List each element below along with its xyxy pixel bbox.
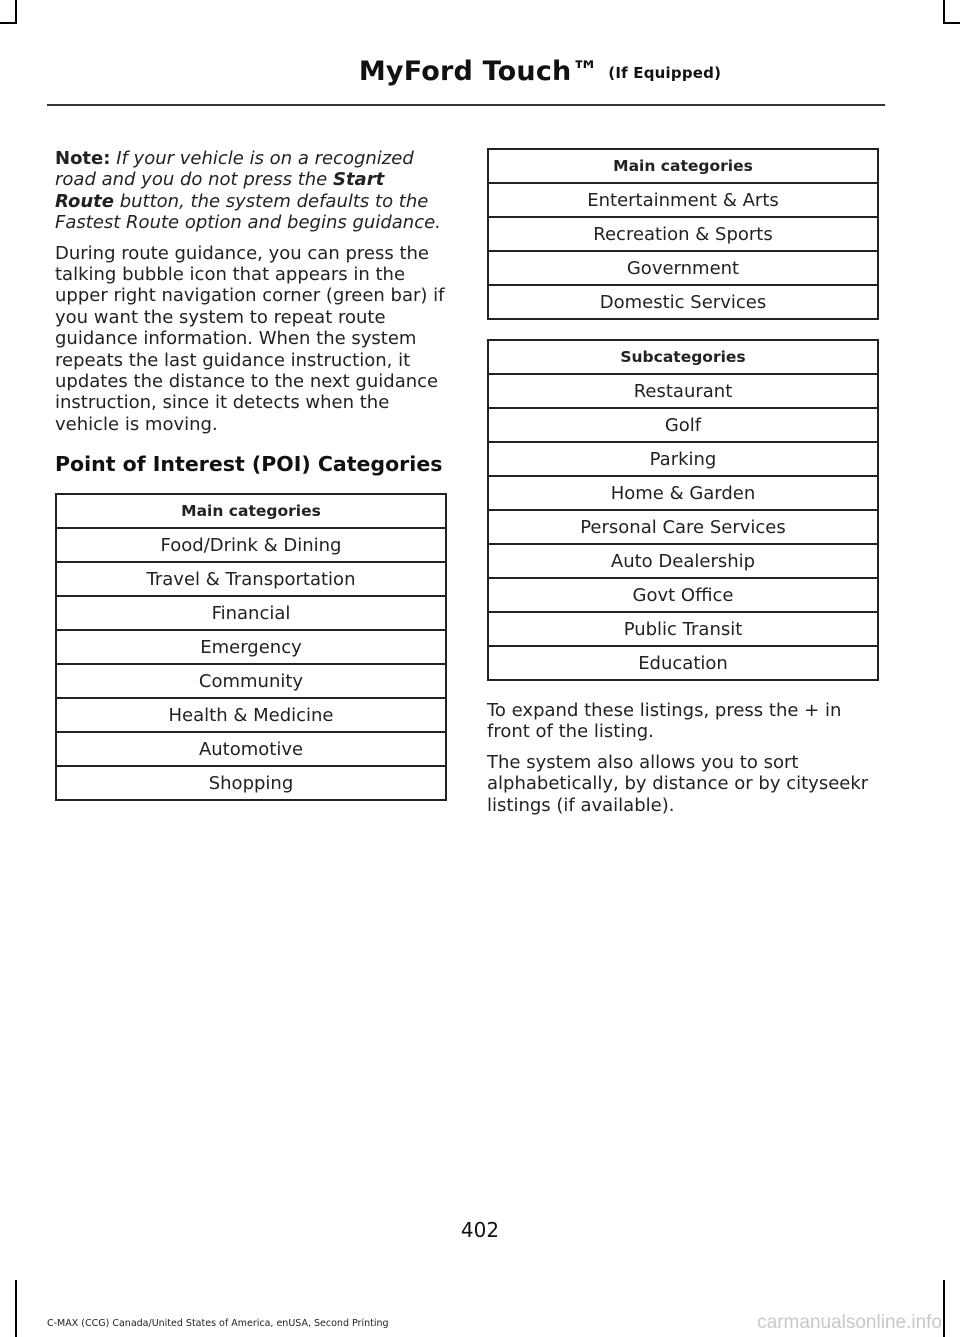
crop-mark-bottom-right-v bbox=[943, 1280, 945, 1337]
note-label: Note: bbox=[55, 148, 111, 169]
table-row bbox=[488, 251, 878, 285]
table-cell: Community bbox=[56, 664, 446, 698]
table-cell: Education bbox=[488, 646, 878, 680]
crop-mark-top-left-h bbox=[0, 22, 17, 24]
table-header-row bbox=[56, 494, 446, 528]
table-cell: Health & Medicine bbox=[56, 698, 446, 732]
footer-printing-info: C-MAX (CCG) Canada/United States of America, enUSA, Second Printing bbox=[47, 1318, 389, 1329]
crop-mark-top-right-h bbox=[943, 22, 960, 24]
table-header-cell: Main categories bbox=[56, 494, 446, 528]
main-categories-table-left bbox=[55, 493, 447, 801]
expand-listings-paragraph: To expand these listings, press the + in front of the listing. bbox=[487, 700, 842, 743]
table-row bbox=[488, 612, 878, 646]
route-guidance-paragraph: During route guidance, you can press the talking bubble icon that appears in the upper right navigation corner (green bar) if you want the system to repeat route guidance information. When the system repeats the last guidance instruction, it updates the distance to the next guidance instruction, since it detects when the vehicle is moving. bbox=[55, 242, 445, 435]
table-row bbox=[488, 442, 878, 476]
table-header-cell: Main categories bbox=[488, 149, 878, 183]
table-header-cell: Subcategories bbox=[488, 340, 878, 374]
table-cell: Financial bbox=[56, 596, 446, 630]
table-row bbox=[56, 664, 446, 698]
table-cell: Personal Care Services bbox=[488, 510, 878, 544]
table-row bbox=[488, 646, 878, 680]
header-title-main: MyFord Touch™ bbox=[358, 56, 599, 87]
table-cell: Emergency bbox=[56, 630, 446, 664]
main-categories-table-right bbox=[487, 148, 879, 320]
table-cell: Auto Dealership bbox=[488, 544, 878, 578]
table-cell: Home & Garden bbox=[488, 476, 878, 510]
table-cell: Recreation & Sports bbox=[488, 217, 878, 251]
right-column bbox=[487, 148, 879, 825]
table-row bbox=[488, 476, 878, 510]
section-heading: Point of Interest (POI) Categories bbox=[55, 452, 443, 477]
crop-mark-bottom-left-v bbox=[15, 1280, 17, 1337]
note-text-before: If your vehicle is on a recognized road and you do not press the bbox=[55, 148, 414, 191]
left-column bbox=[55, 148, 447, 801]
table-row bbox=[56, 528, 446, 562]
table-row bbox=[56, 596, 446, 630]
table-row bbox=[488, 510, 878, 544]
note-emphasis: Start Route bbox=[55, 169, 385, 212]
table-row bbox=[488, 183, 878, 217]
crop-mark-top-left-v bbox=[15, 0, 17, 24]
watermark: carmanualsonline.info bbox=[757, 1312, 942, 1333]
page-number: 402 bbox=[460, 1218, 500, 1242]
table-row bbox=[56, 562, 446, 596]
table-cell: Entertainment & Arts bbox=[488, 183, 878, 217]
table-row bbox=[56, 630, 446, 664]
table-row bbox=[488, 374, 878, 408]
table-cell: Travel & Transportation bbox=[56, 562, 446, 596]
header-divider bbox=[47, 104, 885, 106]
sort-listings-paragraph: The system also allows you to sort alphabetically, by distance or by cityseekr listings (if available). bbox=[487, 751, 869, 816]
note-paragraph bbox=[55, 148, 447, 234]
table-cell: Government bbox=[488, 251, 878, 285]
table-row bbox=[488, 544, 878, 578]
page-header-title bbox=[240, 56, 840, 87]
table-row bbox=[488, 285, 878, 319]
note-text-after: button, the system defaults to the Fastest Route option and begins guidance. bbox=[55, 190, 441, 234]
table-row bbox=[488, 578, 878, 612]
header-title-suffix: (If Equipped) bbox=[608, 64, 722, 82]
table-cell: Public Transit bbox=[488, 612, 878, 646]
table-row bbox=[56, 732, 446, 766]
table-cell: Shopping bbox=[56, 766, 446, 800]
table-cell: Parking bbox=[488, 442, 878, 476]
table-row bbox=[488, 217, 878, 251]
table-header-row bbox=[488, 340, 878, 374]
table-spacer bbox=[487, 320, 879, 339]
table-cell: Automotive bbox=[56, 732, 446, 766]
table-cell: Govt Office bbox=[488, 578, 878, 612]
table-row bbox=[56, 766, 446, 800]
crop-mark-top-right-v bbox=[943, 0, 945, 24]
subcategories-table bbox=[487, 339, 879, 681]
table-cell: Domestic Services bbox=[488, 285, 878, 319]
table-row bbox=[488, 408, 878, 442]
table-cell: Food/Drink & Dining bbox=[56, 528, 446, 562]
table-row bbox=[56, 698, 446, 732]
table-cell: Restaurant bbox=[488, 374, 878, 408]
table-header-row bbox=[488, 149, 878, 183]
table-cell: Golf bbox=[488, 408, 878, 442]
